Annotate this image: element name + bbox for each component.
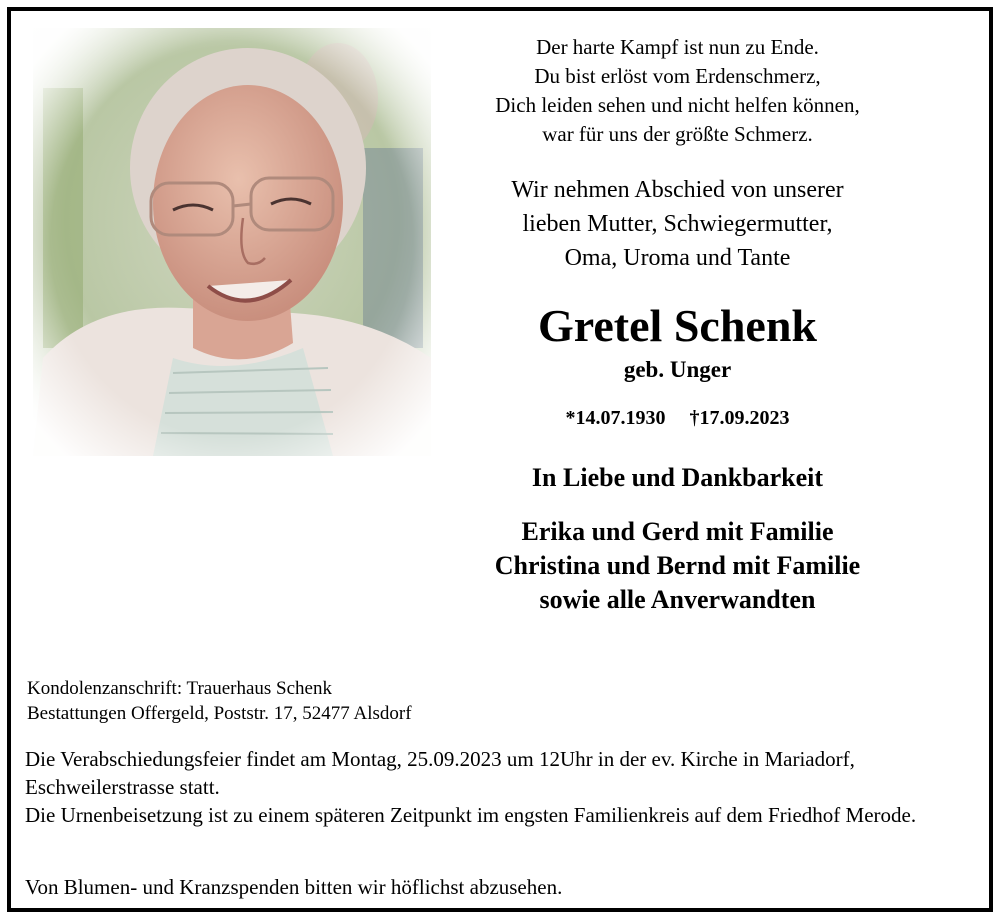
- farewell-intro: [440, 173, 915, 275]
- family-line: sowie alle Anverwandten: [539, 585, 816, 614]
- portrait-photo: [33, 28, 431, 456]
- death-date: †17.09.2023: [689, 407, 790, 429]
- poem-line: Du bist erlöst vom Erdenschmerz,: [534, 64, 821, 88]
- farewell-ceremony-text: Die Verabschiedungsfeier findet am Montag, 25.09.2023 um 12Uhr in der ev. Kirche in Mariadorf, Eschweilerstrasse statt.: [25, 747, 855, 799]
- condolence-address: [27, 676, 412, 726]
- burial-text: Die Urnenbeisetzung ist zu einem späteren Zeitpunkt im engsten Familienkreis auf dem Friedhof Merode.: [25, 803, 917, 827]
- condolence-line: Kondolenzanschrift: Trauerhaus Schenk: [27, 678, 332, 699]
- deceased-name: Gretel Schenk: [538, 300, 817, 351]
- portrait-illustration: [33, 28, 431, 456]
- poem: [440, 33, 915, 149]
- poem-line: Der harte Kampf ist nun zu Ende.: [536, 35, 819, 59]
- intro-line: Oma, Uroma und Tante: [564, 245, 791, 271]
- family-list: [440, 515, 915, 617]
- poem-line: war für uns der größte Schmerz.: [542, 122, 813, 146]
- family-line: Christina und Bernd mit Familie: [494, 551, 861, 580]
- ceremony-details: [25, 745, 975, 829]
- intro-line: lieben Mutter, Schwiegermutter,: [522, 211, 833, 237]
- closing-words: In Liebe und Dankbarkeit: [531, 463, 824, 492]
- family-line: Erika und Gerd mit Familie: [521, 517, 834, 546]
- intro-line: Wir nehmen Abschied von unserer: [511, 177, 844, 203]
- life-dates: [440, 404, 915, 432]
- maiden-name: geb. Unger: [623, 357, 732, 382]
- birth-date: *14.07.1930: [565, 407, 666, 429]
- condolence-line: Bestattungen Offergeld, Poststr. 17, 52477 Alsdorf: [27, 703, 412, 724]
- poem-line: Dich leiden sehen und nicht helfen können,: [495, 93, 860, 117]
- flowers-note: Von Blumen- und Kranzspenden bitten wir höflichst abzusehen.: [25, 875, 563, 899]
